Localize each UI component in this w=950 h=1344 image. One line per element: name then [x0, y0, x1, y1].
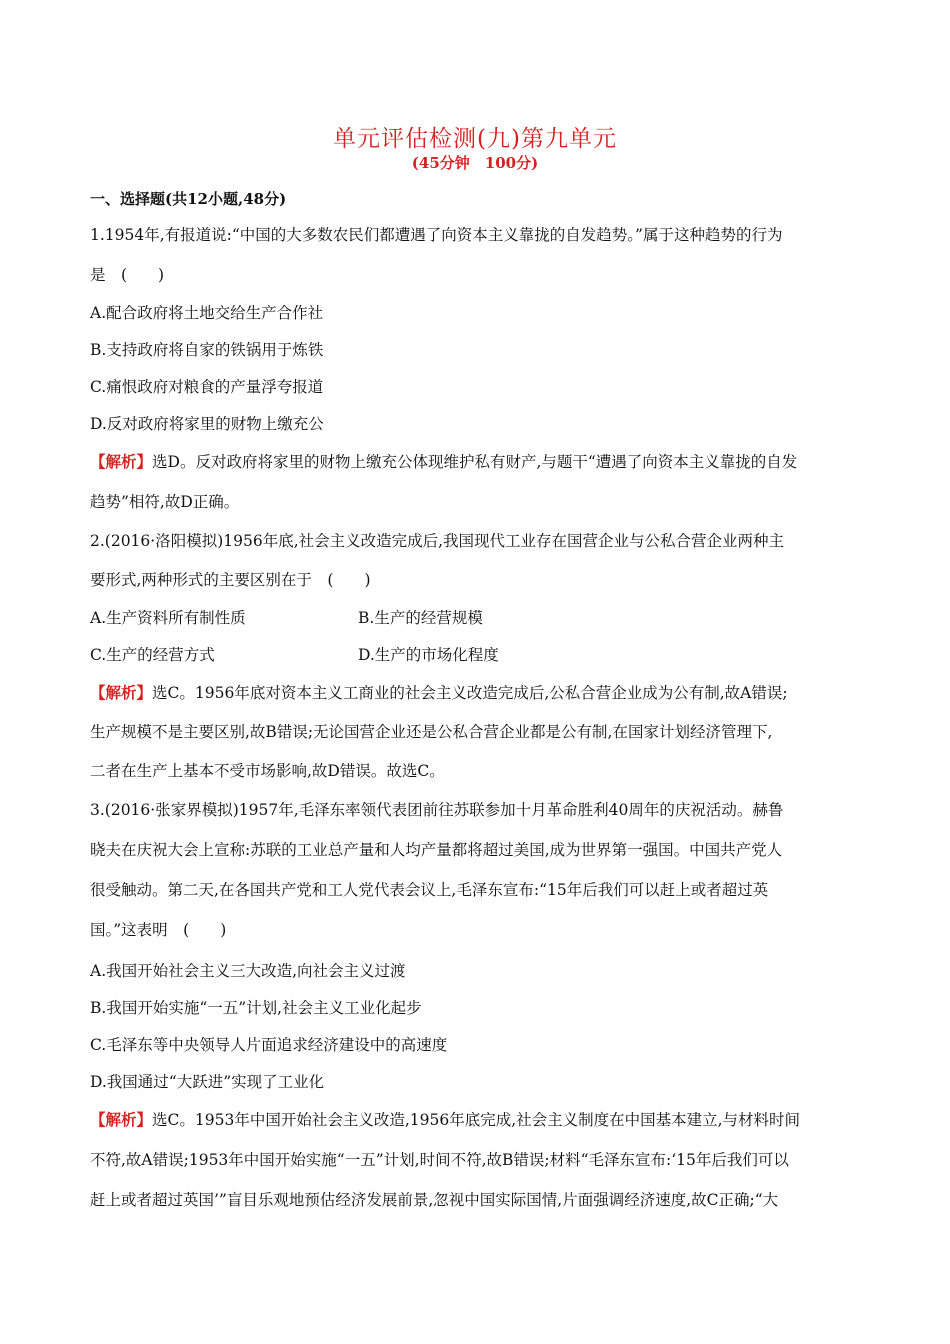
- q1-option-b: B.支持政府将自家的铁锅用于炼铁: [90, 341, 324, 359]
- q1-option-d: D.反对政府将家里的财物上缴充公: [90, 415, 324, 433]
- q3-option-b: B.我国开始实施“一五”计划,社会主义工业化起步: [90, 999, 422, 1017]
- q3-stem-line-3: 很受触动。第二天,在各国共产党和工人党代表会议上,毛泽东宣布:“15年后我们可以赶上或者超过英: [90, 881, 769, 899]
- q3-analysis-line-3: 赶上或者超过英国’”盲目乐观地预估经济发展前景,忽视中国实际国情,片面强调经济速度,故C正确;“大: [90, 1191, 779, 1209]
- analysis-tag: 【解析】: [90, 683, 153, 702]
- q3-stem-line-1: 3.(2016·张家界模拟)1957年,毛泽东率领代表团前往苏联参加十月革命胜利40周年的庆祝活动。赫鲁: [90, 801, 784, 819]
- q2-analysis-line-3: 二者在生产上基本不受市场影响,故D错误。故选C。: [90, 762, 445, 780]
- q3-option-a: A.我国开始社会主义三大改造,向社会主义过渡: [90, 962, 406, 980]
- analysis-tag: 【解析】: [90, 452, 153, 471]
- q1-analysis-line-1: [90, 450, 870, 472]
- q3-analysis-text: 选C。1953年中国开始社会主义改造,1956年底完成,社会主义制度在中国基本建立,与材料时间: [152, 1111, 801, 1129]
- q2-option-d: D.生产的市场化程度: [358, 646, 499, 664]
- q2-analysis-line-1: [90, 681, 870, 703]
- q2-stem-line-1: 2.(2016·洛阳模拟)1956年底,社会主义改造完成后,我国现代工业存在国营企业与公私合营企业两种主: [90, 532, 785, 550]
- section-heading: 一、选择题(共12小题,48分): [90, 190, 287, 208]
- document-subtitle: (45分钟 100分): [411, 154, 539, 172]
- q3-analysis-line-2: 不符,故A错误;1953年中国开始实施“一五”计划,时间不符,故B错误;材料“毛泽东宣布:‘15年后我们可以: [90, 1151, 789, 1169]
- q1-analysis-text: 选D。反对政府将家里的财物上缴充公体现维护私有财产,与题干“遭遇了向资本主义靠拢的自发: [152, 453, 798, 471]
- q1-option-a: A.配合政府将土地交给生产合作社: [90, 304, 324, 322]
- q2-analysis-text: 选C。1956年底对资本主义工商业的社会主义改造完成后,公私合营企业成为公有制,故A错误;: [152, 684, 788, 702]
- document-title: 单元评估检测(九)第九单元: [333, 126, 617, 152]
- q3-stem-line-2: 晓夫在庆祝大会上宣称:苏联的工业总产量和人均产量都将超过美国,成为世界第一强国。中国共产党人: [90, 841, 783, 859]
- q2-stem-line-2: 要形式,两种形式的主要区别在于 ( ): [90, 571, 371, 589]
- q2-option-a: A.生产资料所有制性质: [90, 609, 246, 627]
- q3-analysis-line-1: [90, 1108, 870, 1130]
- q3-stem-line-4: 国。”这表明 ( ): [90, 921, 227, 939]
- analysis-tag: 【解析】: [90, 1110, 153, 1129]
- q1-stem-line-1: 1.1954年,有报道说:“中国的大多数农民们都遭遇了向资本主义靠拢的自发趋势。”属于这种趋势的行为: [90, 226, 783, 244]
- q2-option-c: C.生产的经营方式: [90, 646, 215, 664]
- q1-option-c: C.痛恨政府对粮食的产量浮夸报道: [90, 378, 324, 396]
- q2-option-b: B.生产的经营规模: [358, 609, 483, 627]
- q1-stem-line-2: 是 ( ): [90, 266, 165, 284]
- q3-option-d: D.我国通过“大跃进”实现了工业化: [90, 1073, 325, 1091]
- q2-analysis-line-2: 生产规模不是主要区别,故B错误;无论国营企业还是公私合营企业都是公有制,在国家计划经济管理下,: [90, 723, 773, 741]
- q1-analysis-line-2: 趋势”相符,故D正确。: [90, 493, 240, 511]
- q3-option-c: C.毛泽东等中央领导人片面追求经济建设中的高速度: [90, 1036, 448, 1054]
